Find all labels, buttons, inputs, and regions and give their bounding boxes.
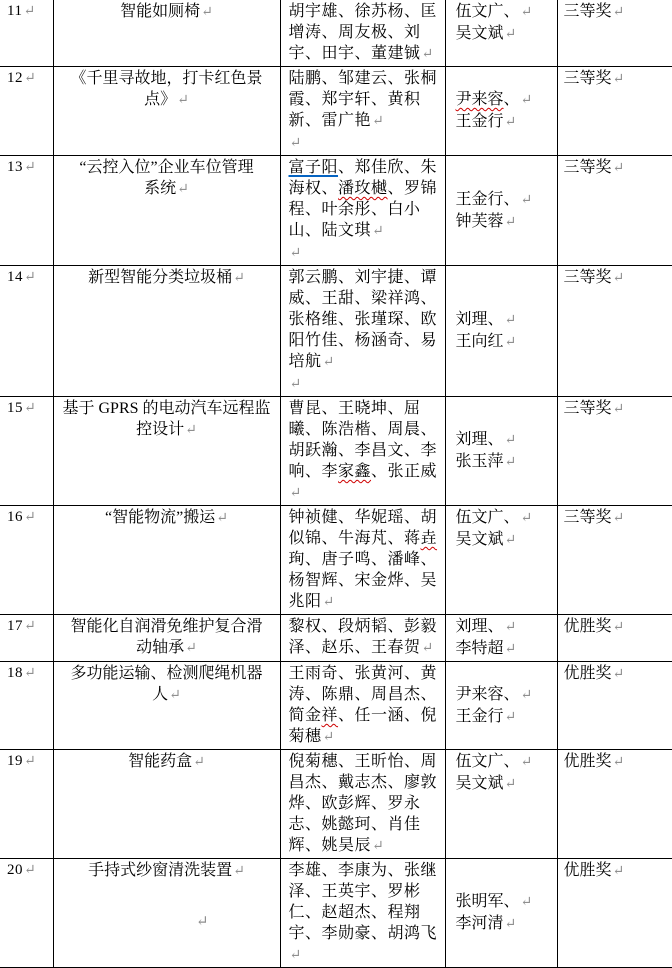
paragraph-mark-icon: ↵ [504, 433, 517, 448]
project-name-cell [53, 67, 280, 156]
paragraph-mark-icon: ↵ [612, 620, 625, 635]
participants-cell [280, 859, 445, 968]
paragraph-mark-icon: ↵ [322, 355, 335, 370]
text-run: 13↵ [7, 159, 36, 175]
text-run: 刘理、↵ 张玉萍↵ [455, 431, 517, 470]
paragraph-mark-icon: ↵ [612, 864, 625, 879]
advisors-cell [445, 506, 557, 615]
text-run: 三等奖↵ [563, 70, 625, 87]
table-row [0, 859, 672, 968]
paragraph-mark-icon: ↵ [233, 864, 245, 879]
award-cell [557, 615, 672, 662]
text-run: 、郑佳欣、朱 海权、 [288, 159, 438, 197]
text-run: 12↵ [7, 70, 36, 86]
paragraph-mark-icon: ↵ [372, 114, 384, 129]
award-cell [557, 662, 672, 750]
participants-cell [280, 0, 445, 67]
paragraph-mark-icon: ↵ [24, 71, 36, 86]
paragraph-mark-icon: ↵ [612, 511, 625, 526]
paragraph-mark-icon: ↵ [520, 511, 533, 526]
text-run: 三等奖↵ [563, 269, 625, 286]
paragraph-mark-icon: ↵ [612, 755, 625, 770]
paragraph-mark-icon: ↵ [216, 511, 228, 526]
paragraph-mark-icon: ↵ [612, 402, 625, 417]
project-name-cell [53, 266, 280, 397]
table-row [0, 662, 672, 750]
paragraph-mark-icon: ↵ [201, 5, 213, 20]
text-run: 王金行、↵ 钟芙蓉↵ [455, 190, 533, 230]
table-row [0, 0, 672, 67]
text-run: 伍文广、↵ 吴文斌↵ [455, 753, 533, 792]
text-run: 、罗锦 程、叶余彤、白小 山、陆文琪↵ ↵ [288, 180, 438, 261]
text-run: 刘理、↵ 王向红↵ [455, 311, 517, 350]
text-run: 20↵ [7, 862, 36, 878]
text-run: 钟祯健、华妮瑶、胡 似锦、牛海芃、蒋 [288, 509, 438, 547]
misspelled-name: 家鑫 [338, 463, 372, 480]
text-run: “云控入位”企业车位管理 系统↵ [79, 159, 254, 197]
paragraph-mark-icon: ↵ [372, 224, 384, 239]
table-row [0, 750, 672, 859]
award-cell [557, 0, 672, 67]
advisors-cell [445, 750, 557, 859]
text-run: 郭云鹏、刘宇捷、谭 威、王甜、梁祥鸿、 张格维、张瑾琛、欧 阳竹佳、杨涵奇、易 培航↵ ↵ [288, 269, 438, 392]
text-run: 智能如厕椅↵ [120, 3, 213, 20]
row-number-cell [0, 397, 53, 506]
text-run: 、任一涵、倪 菊穗↵ [288, 707, 438, 745]
paragraph-mark-icon: ↵ [504, 313, 517, 328]
paragraph-mark-icon: ↵ [169, 688, 181, 703]
text-run: 新型智能分类垃圾桶↵ [88, 269, 245, 286]
table-row [0, 615, 672, 662]
paragraph-mark-icon: ↵ [24, 270, 36, 285]
table-row [0, 156, 672, 266]
paragraph-mark-icon: ↵ [421, 47, 434, 62]
project-name-cell [53, 0, 280, 67]
text-run: 《千里寻故地，打卡红色景 点》↵ [70, 70, 263, 108]
row-number-cell [0, 0, 53, 67]
text-run: 19↵ [7, 753, 36, 769]
text-run: 14↵ [7, 269, 36, 285]
misspelled-name: 潘玫樾 [338, 180, 388, 197]
text-run: 伍文广、↵ 吴文斌↵ [455, 509, 533, 548]
text-run: 18↵ [7, 665, 36, 681]
award-cell [557, 859, 672, 968]
paragraph-mark-icon: ↵ [504, 642, 517, 657]
paragraph-mark-icon: ↵ [612, 667, 625, 682]
advisors-cell [445, 397, 557, 506]
misspelled-name: 尹来容 [455, 91, 504, 108]
text-run: 智能药盒↵ [128, 753, 205, 770]
row-number-cell [0, 67, 53, 156]
text-run: 11↵ [7, 3, 36, 19]
participants-cell [280, 397, 445, 506]
advisors-cell [445, 662, 557, 750]
text-run: 、张正威↵ [289, 463, 438, 501]
paragraph-mark-icon: ↵ [504, 620, 517, 635]
paragraph-mark-icon: ↵ [504, 335, 517, 350]
text-run: 伍文广、↵ 吴文斌↵ [455, 3, 533, 42]
paragraph-mark-icon: ↵ [24, 863, 36, 878]
paragraph-mark-icon: ↵ [177, 182, 189, 197]
advisors-cell [445, 615, 557, 662]
text-run: 优胜奖↵ [563, 753, 625, 770]
award-cell [557, 156, 672, 266]
text-run: 优胜奖↵ [563, 665, 625, 682]
project-name-cell [53, 750, 280, 859]
text-run: 黎权、段炳韬、彭毅 泽、赵乐、王春贺↵ [288, 618, 438, 656]
misspelled-name: 祥 [321, 707, 339, 724]
text-run: 优胜奖↵ [563, 862, 625, 879]
text-run: 三等奖↵ [563, 159, 625, 176]
paragraph-mark-icon: ↵ [289, 948, 302, 963]
paragraph-mark-icon: ↵ [24, 666, 36, 681]
paragraph-mark-icon: ↵ [185, 423, 197, 438]
table-row [0, 266, 672, 397]
paragraph-mark-icon: ↵ [24, 619, 36, 634]
participants-cell [280, 266, 445, 397]
text-run: 、↵ 王金行↵ [455, 91, 533, 130]
participants-cell [280, 750, 445, 859]
paragraph-mark-icon: ↵ [612, 271, 625, 286]
participants-cell [280, 662, 445, 750]
project-name-cell [53, 859, 280, 968]
advisors-cell [445, 0, 557, 67]
paragraph-mark-icon: ↵ [289, 136, 302, 151]
misspelled-name: 垚 [420, 530, 438, 547]
row-number-cell [0, 859, 53, 968]
paragraph-mark-icon: ↵ [24, 401, 36, 416]
paragraph-mark-icon: ↵ [612, 5, 625, 20]
row-number-cell [0, 506, 53, 615]
paragraph-mark-icon: ↵ [504, 27, 517, 42]
end-paragraph-mark: ↵ [196, 914, 209, 930]
paragraph-mark-icon: ↵ [177, 93, 189, 108]
paragraph-mark-icon: ↵ [289, 377, 302, 392]
text-run: 三等奖↵ [563, 509, 625, 526]
paragraph-mark-icon: ↵ [289, 486, 302, 501]
project-name-cell [53, 662, 280, 750]
text-run: 16↵ [7, 509, 36, 525]
paragraph-mark-icon: ↵ [504, 455, 517, 470]
paragraph-mark-icon: ↵ [185, 641, 197, 656]
text-run: 基于 GPRS 的电动汽车远程监 控设计↵ [62, 400, 271, 438]
text-run: 17↵ [7, 618, 36, 634]
advisors-cell [445, 266, 557, 397]
paragraph-mark-icon: ↵ [504, 917, 517, 932]
paragraph-mark-icon: ↵ [322, 730, 335, 745]
paragraph-mark-icon: ↵ [612, 72, 625, 87]
paragraph-mark-icon: ↵ [504, 533, 517, 548]
hyperlinked-name[interactable]: 富子阳 [288, 159, 339, 176]
table-row [0, 67, 672, 156]
paragraph-mark-icon: ↵ [23, 4, 36, 19]
text-run: 多功能运输、检测爬绳机器 人↵ [70, 665, 263, 703]
paragraph-mark-icon: ↵ [24, 510, 36, 525]
paragraph-mark-icon: ↵ [520, 755, 533, 770]
row-number-cell [0, 266, 53, 397]
paragraph-mark-icon: ↵ [504, 115, 517, 130]
text-run: 尹来容、↵ 王金行↵ [455, 685, 533, 725]
award-cell [557, 750, 672, 859]
award-cell [557, 266, 672, 397]
award-cell [557, 397, 672, 506]
award-cell [557, 67, 672, 156]
text-run: 王雨奇、张黄河、黄 涛、陈鼎、周昌杰、 简金 [288, 665, 438, 724]
paragraph-mark-icon: ↵ [233, 271, 245, 286]
row-number-cell [0, 615, 53, 662]
text-run: 胡宇雄、徐苏杨、匡 增涛、周友极、刘 宇、田宇、董建铖↵ [288, 3, 438, 62]
participants-cell [280, 67, 445, 156]
project-name-cell [53, 397, 280, 506]
participants-cell [280, 506, 445, 615]
advisors-cell [445, 67, 557, 156]
paragraph-mark-icon: ↵ [520, 687, 533, 703]
row-number-cell [0, 156, 53, 266]
paragraph-mark-icon: ↵ [372, 839, 384, 854]
paragraph-mark-icon: ↵ [193, 755, 205, 770]
paragraph-mark-icon: ↵ [289, 246, 302, 261]
paragraph-mark-icon: ↵ [24, 160, 36, 175]
row-number-cell [0, 750, 53, 859]
text-run: 智能化自润滑免维护复合滑 动轴承↵ [70, 618, 263, 656]
paragraph-mark-icon: ↵ [520, 895, 533, 910]
paragraph-mark-icon: ↵ [520, 93, 533, 108]
text-run: “智能物流”搬运↵ [105, 509, 228, 526]
project-name-cell [53, 506, 280, 615]
award-cell [557, 506, 672, 615]
paragraph-mark-icon: ↵ [421, 641, 434, 656]
paragraph-mark-icon: ↵ [520, 192, 533, 208]
paragraph-mark-icon: ↵ [24, 754, 36, 769]
text-run: 15↵ [7, 400, 36, 416]
text-run: 张明军、↵ 李河清↵ [455, 893, 533, 932]
advisors-cell [445, 859, 557, 968]
text-run: 三等奖↵ [563, 400, 625, 417]
row-number-cell [0, 662, 53, 750]
text-run: 珣、唐子鸣、潘峰、 杨智辉、宋金烨、吴 兆阳↵ [288, 551, 438, 610]
participants-cell [280, 615, 445, 662]
text-run: 倪菊穗、王昕怡、周 昌杰、戴志杰、廖敦 烨、欧彭辉、罗永 志、姚懿珂、肖佳 辉、姚昊辰↵ [288, 753, 438, 854]
paragraph-mark-icon: ↵ [504, 777, 517, 792]
text-run: 陆鹏、邹建云、张桐 霞、郑宇轩、黄积 新、雷广艳↵ ↵ [288, 70, 438, 151]
project-name-cell [53, 156, 280, 266]
text-run: 手持式纱窗清洗装置↵ [88, 862, 245, 879]
table-row [0, 397, 672, 506]
paragraph-mark-icon: ↵ [504, 214, 517, 230]
advisors-cell [445, 156, 557, 266]
text-run: 三等奖↵ [563, 3, 625, 20]
paragraph-mark-icon: ↵ [504, 709, 517, 725]
text-run: 李雄、李康为、张继 泽、王英宇、罗彬 仁、赵超杰、程翔 宇、李勋豪、胡鸿飞↵ [288, 862, 438, 963]
participants-cell [280, 156, 445, 266]
text-run: 优胜奖↵ [563, 618, 625, 635]
text-run: 刘理、↵ 李特超↵ [455, 618, 517, 657]
paragraph-mark-icon: ↵ [612, 161, 625, 176]
table-row [0, 506, 672, 615]
paragraph-mark-icon: ↵ [322, 595, 335, 610]
text-run: 曹昆、王晓坤、屈 曦、陈浩楷、周晨、 胡跃瀚、李昌文、李 响、李 [288, 400, 438, 480]
project-name-cell [53, 615, 280, 662]
paragraph-mark-icon: ↵ [520, 5, 533, 20]
